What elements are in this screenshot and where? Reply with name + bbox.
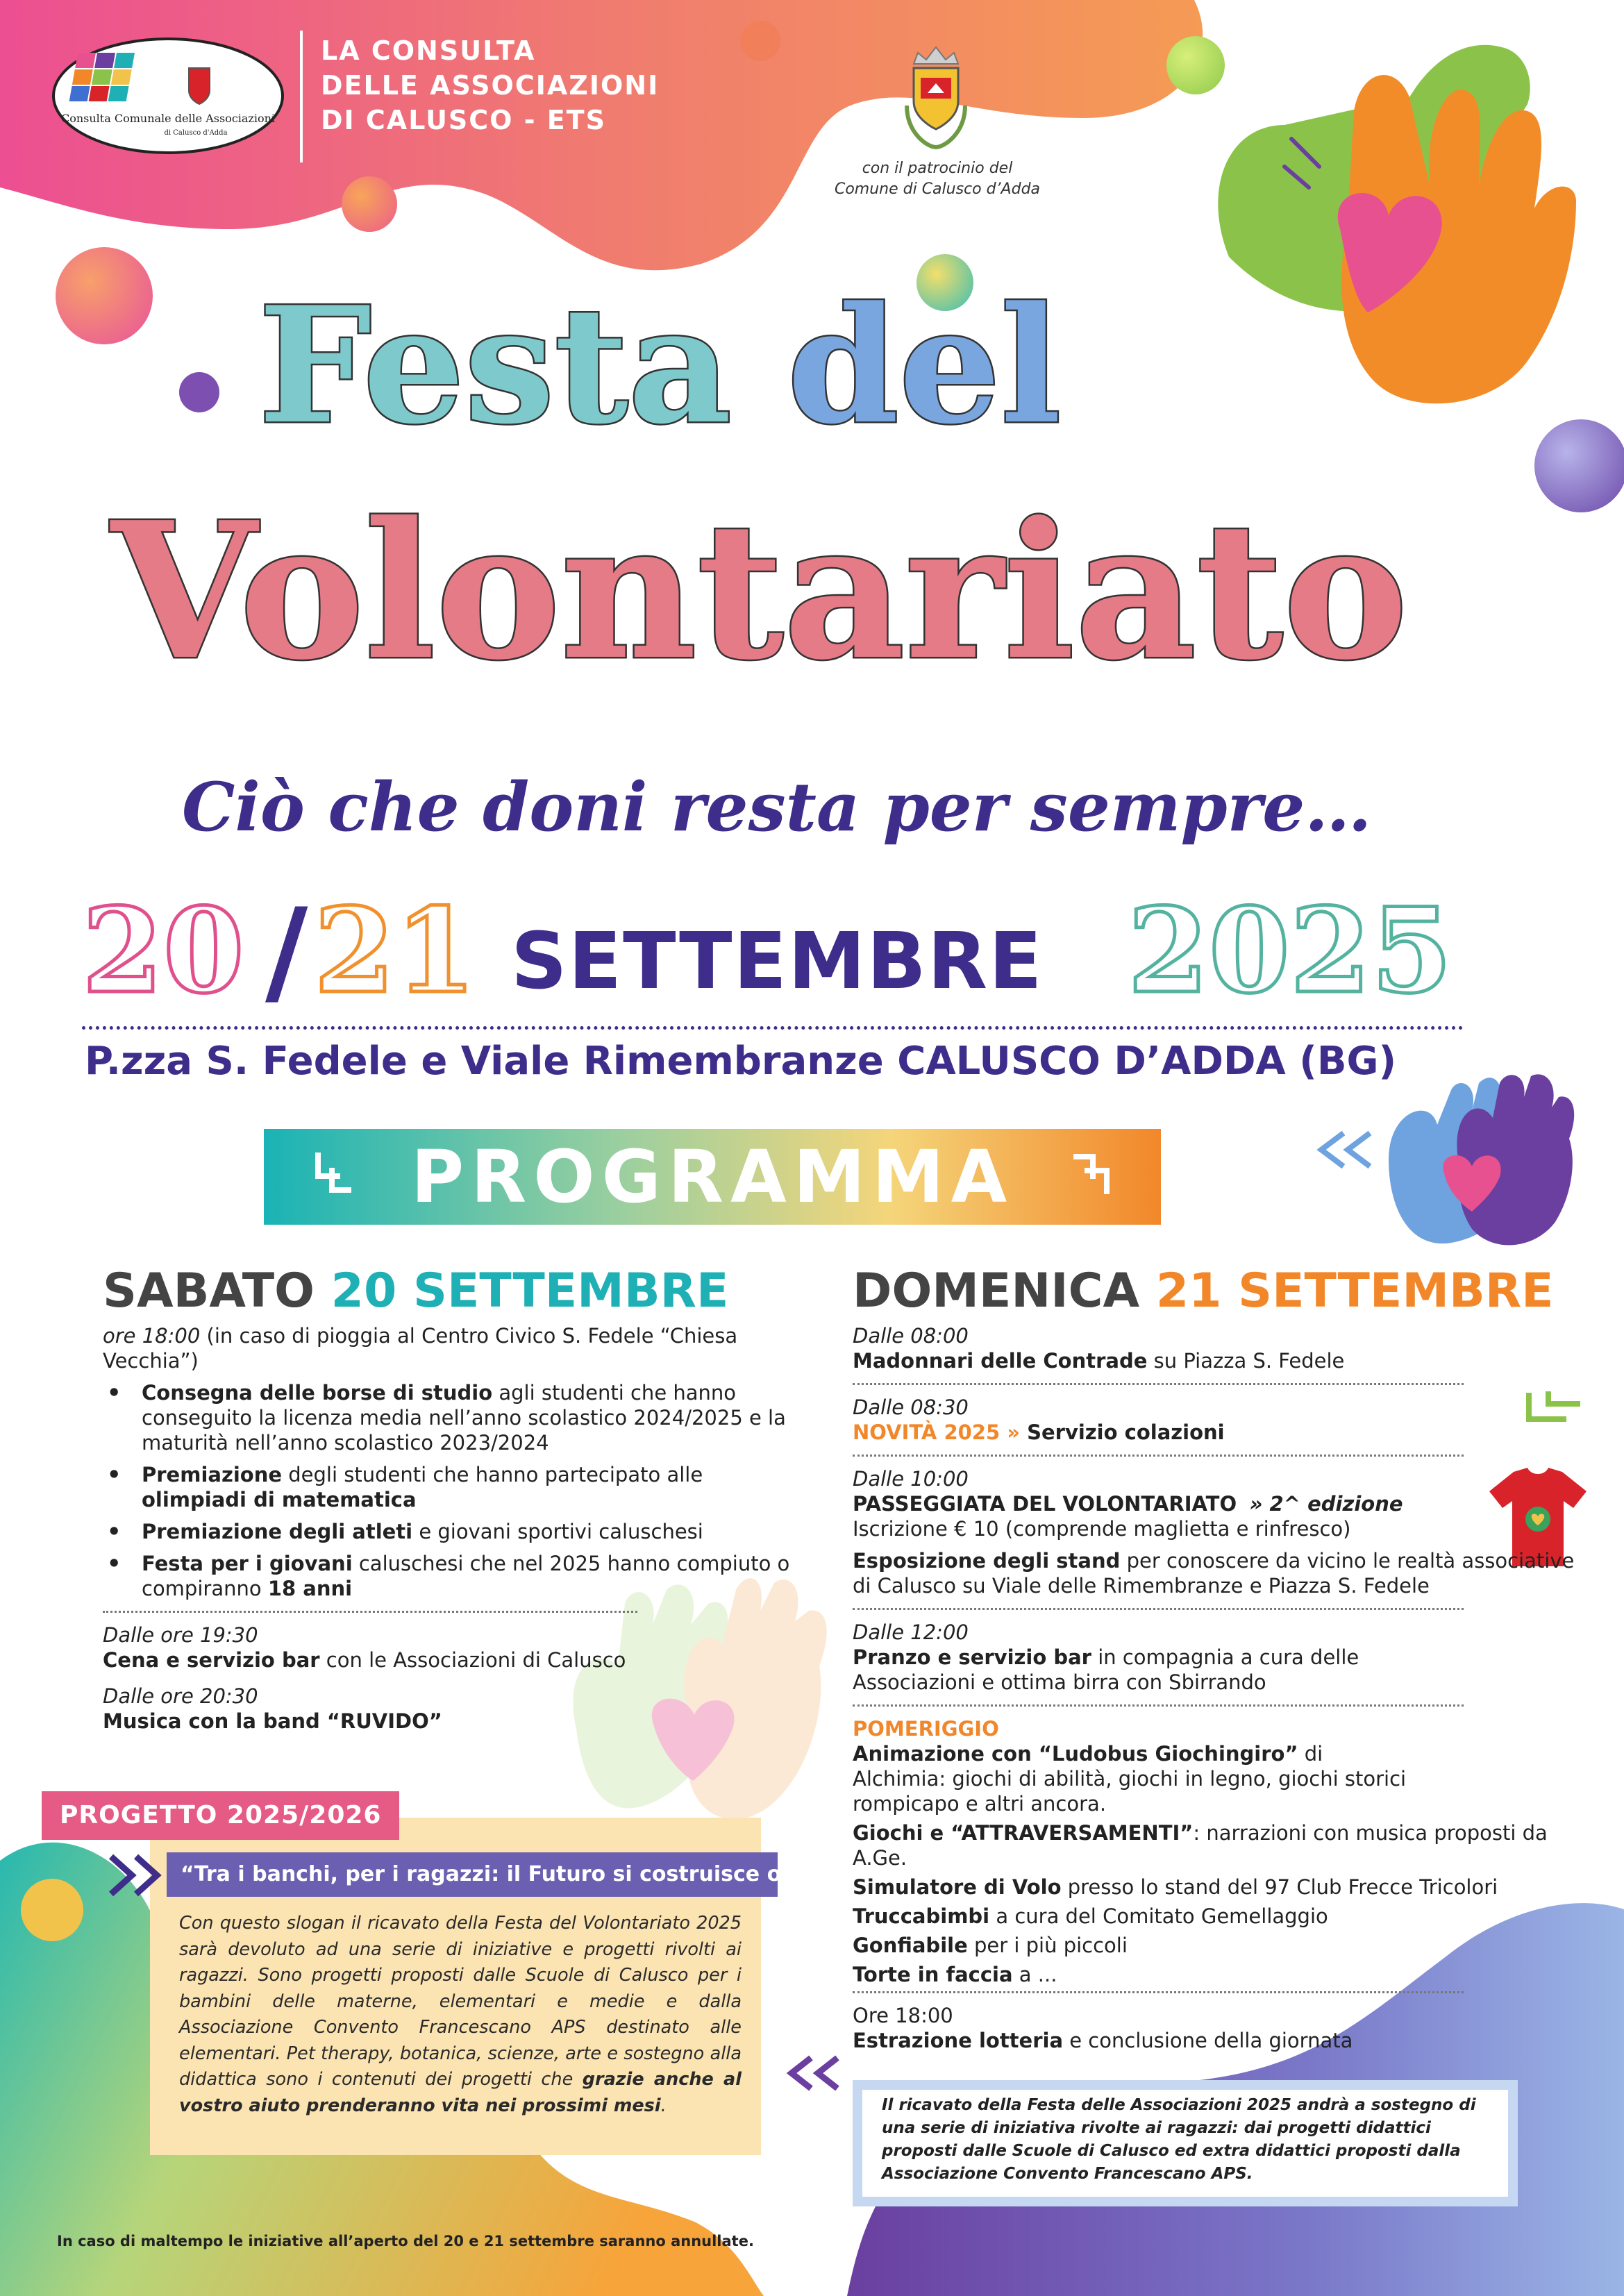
event-text: su Piazza S. Fedele (1147, 1349, 1345, 1373)
event-text: per conoscere da vicino le realtà associative di Calusco su Viale delle Rimembranze e Piazza S. Fedele (853, 1549, 1575, 1598)
decor-dot (179, 372, 219, 412)
date-month: SETTEMBRE (511, 916, 1044, 1007)
event-bold: Esposizione degli stand (853, 1549, 1121, 1573)
organizer-line: LA CONSULTA (321, 35, 536, 66)
chevron-left-icon (783, 2051, 853, 2106)
progetto-text: Con questo slogan il ricavato della Festa del Volontariato 2025 sarà devoluto ad una serie di iniziative e progetti rivolti ai ragazzi. Sono progetti proposti dalle Scuole di Calusco per i bambini delle materne, elementari e medie e dalla Associazione Convento Francescano APS destinato alle elementari. Pet therapy, botanica, scienze, arte e sostegno alla didattica sono i contenuti dei progetti che (179, 1913, 742, 2090)
event-bold: Giochi e “ATTRAVERSAMENTI” (853, 1821, 1194, 1845)
chevron-decor (1316, 1129, 1378, 1178)
bracket-right-icon (1072, 1148, 1112, 1198)
sunday-label: DOMENICA (853, 1264, 1140, 1318)
schedule-time: Dalle 10:00 (853, 1467, 969, 1491)
dotted-separator (853, 1704, 1464, 1707)
date-day-21: 21 (314, 882, 476, 1019)
progetto-text-bold: grazie anche al vostro aiuto prenderanno vita nei prossimi mesi (179, 2069, 742, 2116)
event-text: : narrazioni con musica proposti da A.Ge. (853, 1821, 1548, 1870)
progetto-body (179, 1911, 742, 2119)
event-text: per i più piccoli (967, 1934, 1128, 1957)
hands-heart-illustration (1201, 21, 1590, 417)
decor-dot (56, 247, 153, 344)
decor-dot (342, 176, 397, 232)
patronage-line: Comune di Calusco d’Adda (834, 181, 1041, 198)
dotted-separator (853, 1383, 1464, 1385)
event-bold: Truccabimbi (853, 1904, 990, 1928)
patronage-text (805, 158, 1069, 200)
item-bold: Consegna delle borse di studio (142, 1381, 493, 1405)
title-volontariato (111, 480, 1408, 701)
event-bold: Gonfiabile (853, 1934, 968, 1957)
item-bold: Premiazione (142, 1463, 283, 1486)
list-item (103, 1551, 797, 1601)
schedule-time: ore 18:00 (103, 1324, 201, 1348)
sunday-schedule (853, 1323, 1575, 2053)
organizer-name (321, 33, 659, 137)
event-text: in compagnia a cura delle Associazioni e ottima birra con Sbirrando (853, 1645, 1359, 1694)
logo-subtext: di Calusco d'Adda (164, 129, 228, 137)
event-bold: Pranzo e servizio bar (853, 1645, 1091, 1669)
date-day-20: 20 (82, 882, 244, 1019)
event-bold: Madonnari delle Contrade (853, 1349, 1148, 1373)
chevron-right-icon (104, 1852, 167, 1898)
title-word-festa: Festa (258, 272, 732, 460)
schedule-time: Dalle 08:00 (853, 1324, 969, 1348)
date-slash: / (265, 882, 308, 1019)
event-text: a cura del Comitato Gemellaggio (989, 1904, 1328, 1928)
dotted-separator (853, 1608, 1464, 1610)
schedule-time: Dalle ore 19:30 (103, 1623, 258, 1647)
saturday-schedule (103, 1323, 797, 1734)
decor-dot (21, 1879, 83, 1941)
dotted-separator (103, 1611, 637, 1613)
schedule-time: Dalle ore 20:30 (103, 1684, 258, 1708)
decor-dot (1534, 419, 1624, 512)
event-text: con le Associazioni di Calusco (319, 1648, 626, 1672)
event-edition: » 2^ edizione (1249, 1492, 1403, 1516)
title-word-del: del (787, 272, 1062, 460)
schedule-time: Dalle 08:30 (853, 1396, 969, 1419)
patronage-line: con il patrocinio del (862, 160, 1013, 177)
logo-text: Consulta Comunale delle Associazioni (60, 112, 276, 125)
decor-dot (740, 21, 780, 61)
dotted-separator (853, 1455, 1464, 1457)
progetto-text-end: . (660, 2095, 667, 2116)
date-year: 2025 (1128, 882, 1453, 1019)
list-item (103, 1519, 797, 1544)
afternoon-label: POMERIGGIO (853, 1717, 999, 1741)
title-festa-del (258, 272, 1062, 460)
schedule-time: Dalle 12:00 (853, 1620, 969, 1644)
event-bold: Cena e servizio bar (103, 1648, 320, 1672)
dotted-divider (82, 1026, 1464, 1030)
event-location: P.zza S. Fedele e Viale Rimembranze CALUSCO D’ADDA (BG) (85, 1039, 1397, 1084)
item-text: caluschesi che nel 2025 hanno compiuto o compiranno (142, 1552, 790, 1600)
comune-crest-icon (900, 43, 972, 154)
tagline: Ciò che doni resta per sempre… (182, 768, 1372, 846)
event-text: e conclusione della giornata (1063, 2029, 1353, 2052)
progetto-headline: “Tra i banchi, per i ragazzi: il Futuro si costruisce oggi” (167, 1852, 778, 1897)
saturday-heading (103, 1264, 729, 1318)
event-bold: PASSEGGIATA DEL VOLONTARIATO (853, 1492, 1237, 1516)
item-bold: olimpiadi di matematica (142, 1488, 417, 1511)
schedule-note: (in caso di pioggia al Centro Civico S. Fedele “Chiesa Vecchia”) (103, 1324, 738, 1373)
item-text: agli studenti che hanno conseguito la licenza media nell’anno scolastico 2024/2025 e la maturità nell’anno scolastico 2023/2024 (142, 1381, 786, 1455)
event-text: Iscrizione € 10 (comprende maglietta e rinfresco) (853, 1517, 1351, 1541)
event-text: a ... (1012, 1963, 1057, 1986)
event-bold: Musica con la band “RUVIDO” (103, 1709, 442, 1733)
event-bold: Simulatore di Volo (853, 1875, 1062, 1899)
progetto-tag: PROGETTO 2025/2026 (42, 1791, 399, 1840)
list-item (103, 1380, 797, 1455)
organizer-line: DELLE ASSOCIAZIONI (321, 70, 660, 101)
event-text: di Alchimia: giochi di abilità, giochi in legno, giochi storici rompicapo e altri ancora. (853, 1742, 1407, 1816)
list-item (103, 1462, 797, 1512)
sunday-heading (853, 1264, 1554, 1318)
event-bold: Estrazione lotteria (853, 2029, 1064, 2052)
event-bold: Torte in faccia (853, 1963, 1013, 1986)
saturday-label: SABATO (103, 1264, 315, 1318)
item-bold: 18 anni (267, 1577, 353, 1600)
item-bold: Festa per i giovani (142, 1552, 353, 1575)
novelty-badge: NOVITÀ 2025 » (853, 1421, 1020, 1444)
event-bold: Servizio colazioni (1020, 1421, 1225, 1444)
saturday-list (103, 1380, 797, 1601)
saturday-date: 20 SETTEMBRE (330, 1264, 729, 1318)
organizer-line: DI CALUSCO - ETS (321, 105, 606, 135)
dotted-separator (853, 1991, 1464, 1993)
consulta-logo (50, 33, 286, 158)
item-text: e giovani sportivi caluschesi (412, 1520, 703, 1543)
programma-banner (264, 1129, 1161, 1225)
hands-heart-small (1375, 1069, 1583, 1257)
event-text: presso lo stand del 97 Club Frecce Tricolori (1061, 1875, 1498, 1899)
weather-footnote: In caso di maltempo le iniziative all’aperto del 20 e 21 settembre saranno annullate. (57, 2233, 754, 2249)
ricavato-note: Il ricavato della Festa delle Associazioni 2025 andrà a sostegno di una serie di iniziativa rivolte ai ragazzi: dai progetti didattici proposti dalle Scuole di Calusco ed extra didattici proposti dalla Associazione Convento Francescano APS. (882, 2096, 1476, 2183)
header-divider (300, 31, 303, 162)
title-word-volontariato: Volontariato (111, 480, 1408, 701)
item-bold: Premiazione degli atleti (142, 1520, 413, 1543)
programma-label: PROGRAMMA (410, 1134, 1014, 1219)
item-text: degli studenti che hanno partecipato alle (282, 1463, 703, 1486)
event-bold: Animazione con “Ludobus Giochingiro” (853, 1742, 1298, 1766)
schedule-time: Ore 18:00 (853, 2004, 953, 2027)
sunday-date: 21 SETTEMBRE (1155, 1264, 1554, 1318)
